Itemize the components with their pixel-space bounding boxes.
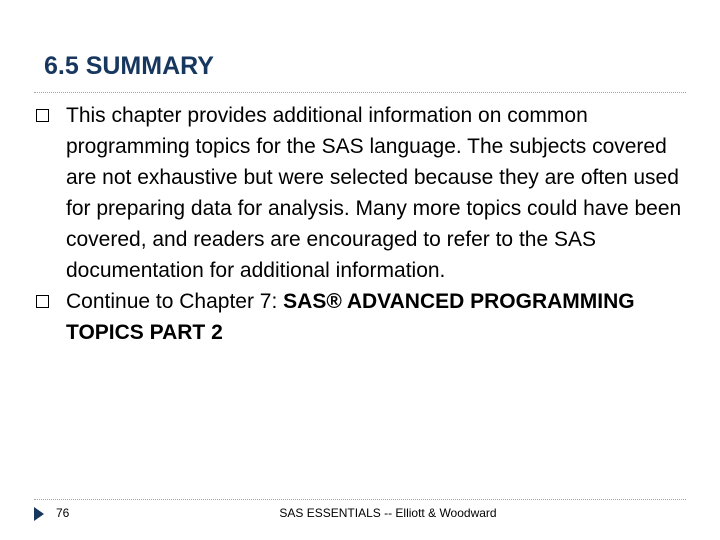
checkbox-bullet-icon	[36, 295, 49, 308]
bullet-text-chapter-title: SAS® ADVANCED PROGRAMMING TOPICS PART 2	[66, 290, 635, 344]
bullet-item-continue	[36, 286, 700, 348]
page-number: 76	[56, 506, 70, 520]
slide-title: 6.5 SUMMARY	[44, 52, 214, 80]
footer-text: SAS ESSENTIALS -- Elliott & Woodward	[279, 506, 497, 520]
footer-divider	[34, 499, 686, 500]
title-divider	[34, 92, 686, 93]
checkbox-bullet-icon	[36, 109, 49, 122]
bullet-item-summary	[36, 100, 700, 286]
bullet-text-summary: This chapter provides additional information on common programming topics for the SAS language. The subjects covered are not exhaustive but were selected because they are often used for preparing data for analysis. Many more topics could have been covered, and readers are encouraged to refer to the SAS documentation for additional information.	[66, 104, 682, 282]
bullet-list	[36, 100, 700, 348]
bullet-text-continue-prefix: Continue to Chapter 7:	[66, 290, 284, 313]
